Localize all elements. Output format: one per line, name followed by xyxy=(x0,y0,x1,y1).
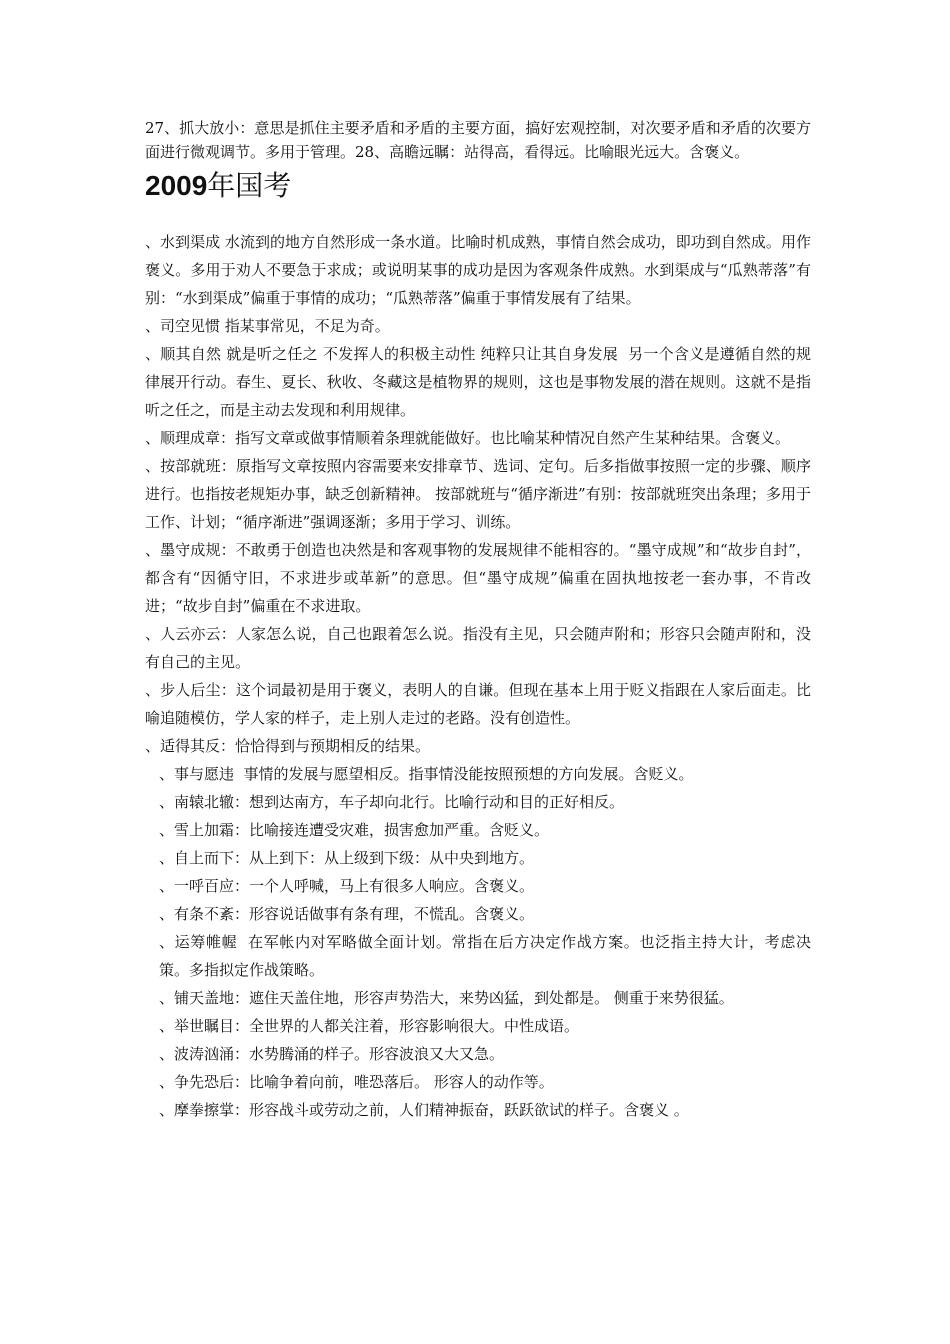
idiom-entry: 、摩拳擦掌：形容战斗或劳动之前，人们精神振奋，跃跃欲试的样子。含褒义 。 xyxy=(159,1101,689,1119)
idiom-entry: 、事与愿违 事情的发展与愿望相反。指事情没能按照预想的方向发展。含贬义。 xyxy=(159,765,694,783)
idiom-entry: 、雪上加霜：比喻接连遭受灾难，损害愈加严重。含贬义。 xyxy=(159,821,550,839)
idiom-entry: 、司空见惯 指某事常见，不足为奇。 xyxy=(145,317,390,335)
idiom-entry: 、步人后尘：这个词最初是用于褒义，表明人的自谦。但现在基本上用于贬义指跟在人家后面走。比喻追随模仿，学人家的样子，走上别人走过的老路。没有创造性。 xyxy=(145,681,811,727)
idiom-list xyxy=(145,228,811,1124)
idiom-entry: 、水到渠成 水流到的地方自然形成一条水道。比喻时机成熟，事情自然会成功，即功到自然成。用作褒义。多用于劝人不要急于求成；或说明某事的成功是因为客观条件成熟。水到渠成与“瓜熟蒂落”有别：“水到渠成”偏重于事情的成功；“瓜熟蒂落”偏重于事情发展有了结果。 xyxy=(145,233,811,307)
idiom-entry: 、波涛汹涌：水势腾涌的样子。形容波浪又大又急。 xyxy=(159,1045,505,1063)
section-heading xyxy=(145,166,811,210)
idiom-entry: 、人云亦云：人家怎么说，自己也跟着怎么说。指没有主见，只会随声附和；形容只会随声附和，没有自己的主见。 xyxy=(145,625,811,671)
heading-text: 年国考 xyxy=(207,169,292,202)
document-page xyxy=(145,116,811,1124)
idiom-entry: 、争先恐后：比喻争着向前，唯恐落后。 形容人的动作等。 xyxy=(159,1073,554,1091)
idiom-entry: 、顺理成章：指写文章或做事情顺着条理就能做好。也比喻某种情况自然产生某种结果。含褒义。 xyxy=(145,429,791,447)
idiom-entry: 、一呼百应：一个人呼喊，马上有很多人响应。含褒义。 xyxy=(159,877,535,895)
idiom-entry: 、顺其自然 就是听之任之 不发挥人的积极主动性 纯粹只让其自身发展 另一个含义是遵循自然的规律展开行动。春生、夏长、秋收、冬藏这是植物界的规则，这也是事物发展的潜在规则。这就不是指听之任之，而是主动去发现和利用规律。 xyxy=(145,345,811,419)
idiom-entry: 、铺天盖地：遮住天盖住地，形容声势浩大，来势凶猛，到处都是。 侧重于来势很猛。 xyxy=(159,989,734,1007)
intro-paragraph: 27、抓大放小：意思是抓住主要矛盾和矛盾的主要方面，搞好宏观控制，对次要矛盾和矛盾的次要方面进行微观调节。多用于管理。28、高瞻远瞩：站得高，看得远。比喻眼光远大。含褒义。 xyxy=(145,119,811,161)
heading-year: 2009 xyxy=(145,170,208,201)
idiom-entry: 、自上而下：从上到下：从上级到下级：从中央到地方。 xyxy=(159,849,535,867)
idiom-entry: 、墨守成规：不敢勇于创造也决然是和客观事物的发展规律不能相容的。“墨守成规”和“故步自封”，都含有“因循守旧，不求进步或革新”的意思。但“墨守成规”偏重在固执地按老一套办事，不肯改进；“故步自封”偏重在不求进取。 xyxy=(145,541,811,615)
idiom-entry: 、运筹帷幄 在军帐内对军略做全面计划。常指在后方决定作战方案。也泛指主持大计，考虑决策。多指拟定作战策略。 xyxy=(159,933,811,979)
idiom-entry: 、举世瞩目：全世界的人都关注着，形容影响很大。中性成语。 xyxy=(159,1017,580,1035)
idiom-entry: 、南辕北辙：想到达南方，车子却向北行。比喻行动和目的正好相反。 xyxy=(159,793,625,811)
idiom-entry: 、适得其反：恰恰得到与预期相反的结果。 xyxy=(145,737,431,755)
idiom-entry: 、有条不紊：形容说话做事有条有理，不慌乱。含褒义。 xyxy=(159,905,535,923)
idiom-entry: 、按部就班：原指写文章按照内容需要来安排章节、选词、定句。后多指做事按照一定的步骤、顺序进行。也指按老规矩办事，缺乏创新精神。 按部就班与“循序渐进”有别：按部就班突出条理；多用于工作、计划；“循序渐进”强调逐渐；多用于学习、训练。 xyxy=(145,457,811,531)
